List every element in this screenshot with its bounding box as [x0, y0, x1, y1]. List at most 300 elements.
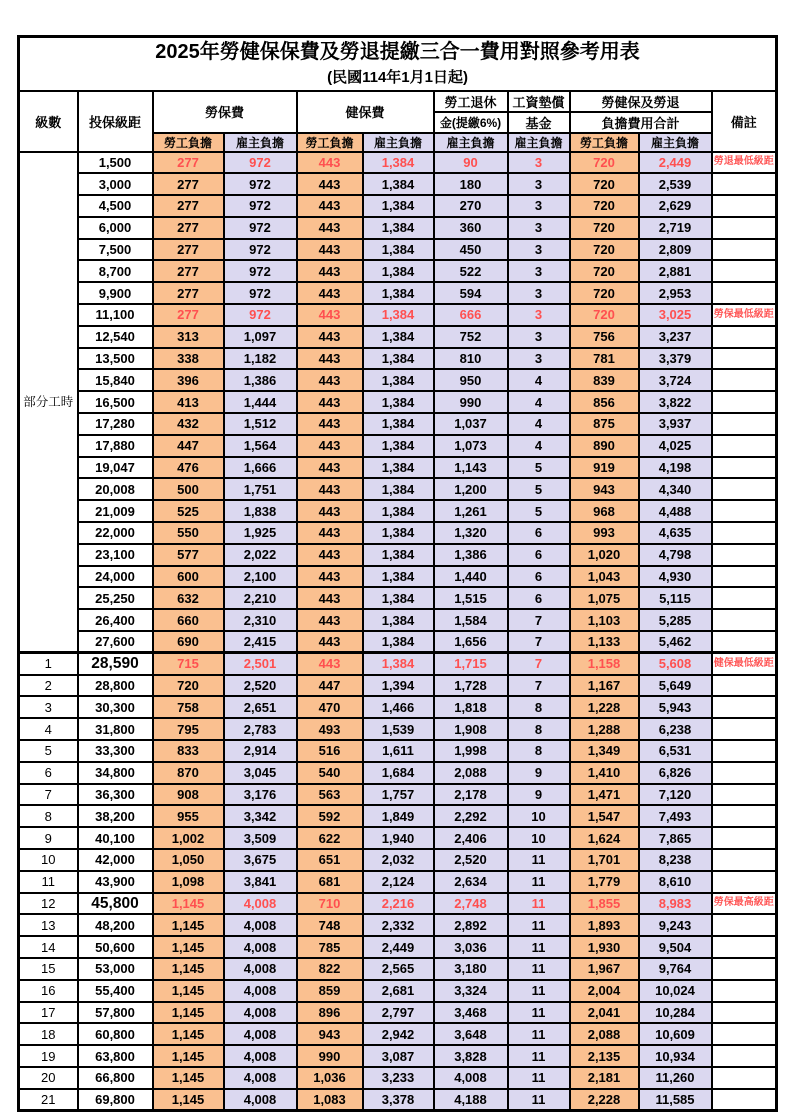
value-cell: 4,008 [224, 1002, 297, 1024]
level-cell: 12 [19, 893, 78, 915]
value-cell: 1,440 [434, 566, 508, 588]
value-cell: 2,292 [434, 805, 508, 827]
value-cell: 1,158 [570, 653, 639, 675]
value-cell: 2,881 [639, 260, 712, 282]
value-cell: 3,233 [363, 1067, 434, 1089]
value-cell: 3,937 [639, 413, 712, 435]
table-row [19, 762, 777, 784]
table-row [19, 500, 777, 522]
note-cell [712, 478, 777, 500]
value-cell: 2,783 [224, 718, 297, 740]
value-cell: 1,384 [363, 609, 434, 631]
value-cell: 1,940 [363, 827, 434, 849]
note-cell [712, 784, 777, 806]
value-cell: 1,757 [363, 784, 434, 806]
level-cell: 21 [19, 1089, 78, 1111]
value-cell: 2,004 [570, 980, 639, 1002]
value-cell: 1,539 [363, 718, 434, 740]
value-cell: 2,953 [639, 282, 712, 304]
value-cell: 443 [297, 217, 363, 239]
note-cell [712, 631, 777, 653]
value-cell: 1,261 [434, 500, 508, 522]
value-cell: 443 [297, 195, 363, 217]
value-cell: 443 [297, 304, 363, 326]
table-row [19, 718, 777, 740]
value-cell: 11,585 [639, 1089, 712, 1111]
value-cell: 875 [570, 413, 639, 435]
value-cell: 2,406 [434, 827, 508, 849]
premium-reference-table [17, 35, 778, 1112]
value-cell: 476 [153, 457, 224, 479]
table-row [19, 609, 777, 631]
bracket-cell: 13,500 [78, 348, 153, 370]
value-cell: 270 [434, 195, 508, 217]
value-cell: 1,715 [434, 653, 508, 675]
value-cell: 1,167 [570, 675, 639, 697]
value-cell: 1,624 [570, 827, 639, 849]
value-cell: 1,145 [153, 893, 224, 915]
table-row [19, 478, 777, 500]
value-cell: 3,342 [224, 805, 297, 827]
value-cell: 720 [570, 260, 639, 282]
level-cell: 8 [19, 805, 78, 827]
value-cell: 563 [297, 784, 363, 806]
value-cell: 4,188 [434, 1089, 508, 1111]
bracket-cell: 34,800 [78, 762, 153, 784]
value-cell: 1,384 [363, 348, 434, 370]
value-cell: 8,610 [639, 871, 712, 893]
value-cell: 11 [508, 1023, 570, 1045]
table-row [19, 522, 777, 544]
value-cell: 748 [297, 914, 363, 936]
value-cell: 1,384 [363, 391, 434, 413]
table-row [19, 173, 777, 195]
bracket-cell: 12,540 [78, 326, 153, 348]
value-cell: 1,384 [363, 282, 434, 304]
value-cell: 3 [508, 239, 570, 261]
value-cell: 5 [508, 457, 570, 479]
value-cell: 1,145 [153, 980, 224, 1002]
value-cell: 7,865 [639, 827, 712, 849]
value-cell: 943 [570, 478, 639, 500]
value-cell: 3 [508, 217, 570, 239]
value-cell: 720 [570, 173, 639, 195]
value-cell: 443 [297, 566, 363, 588]
value-cell: 6,826 [639, 762, 712, 784]
value-cell: 4,008 [224, 1023, 297, 1045]
value-cell: 720 [570, 195, 639, 217]
subheader-health-employer: 雇主負擔 [363, 133, 434, 152]
value-cell: 972 [224, 152, 297, 174]
table-row [19, 784, 777, 806]
value-cell: 443 [297, 631, 363, 653]
value-cell: 972 [224, 282, 297, 304]
value-cell: 785 [297, 936, 363, 958]
value-cell: 432 [153, 413, 224, 435]
value-cell: 1,145 [153, 1002, 224, 1024]
value-cell: 277 [153, 304, 224, 326]
value-cell: 9 [508, 762, 570, 784]
level-cell: 20 [19, 1067, 78, 1089]
value-cell: 6 [508, 544, 570, 566]
table-row [19, 1023, 777, 1045]
level-cell: 3 [19, 696, 78, 718]
value-cell: 443 [297, 544, 363, 566]
value-cell: 277 [153, 260, 224, 282]
value-cell: 2,332 [363, 914, 434, 936]
value-cell: 4 [508, 391, 570, 413]
value-cell: 525 [153, 500, 224, 522]
level-cell: 15 [19, 958, 78, 980]
value-cell: 10 [508, 827, 570, 849]
value-cell: 447 [297, 675, 363, 697]
subheader-pension-employer: 雇主負擔 [434, 133, 508, 152]
value-cell: 955 [153, 805, 224, 827]
value-cell: 1,145 [153, 1023, 224, 1045]
note-cell [712, 587, 777, 609]
bracket-cell: 25,250 [78, 587, 153, 609]
col-header-wage-fund-line2: 基金 [508, 112, 570, 133]
table-row [19, 980, 777, 1002]
value-cell: 1,145 [153, 936, 224, 958]
value-cell: 1,200 [434, 478, 508, 500]
value-cell: 720 [570, 304, 639, 326]
value-cell: 1,656 [434, 631, 508, 653]
table-row [19, 413, 777, 435]
value-cell: 4,025 [639, 435, 712, 457]
value-cell: 1,103 [570, 609, 639, 631]
bracket-cell: 8,700 [78, 260, 153, 282]
value-cell: 1,386 [434, 544, 508, 566]
value-cell: 1,386 [224, 369, 297, 391]
value-cell: 2,748 [434, 893, 508, 915]
value-cell: 1,036 [297, 1067, 363, 1089]
level-cell: 16 [19, 980, 78, 1002]
value-cell: 896 [297, 1002, 363, 1024]
note-cell [712, 849, 777, 871]
value-cell: 1,037 [434, 413, 508, 435]
level-cell: 6 [19, 762, 78, 784]
level-cell: 5 [19, 740, 78, 762]
bracket-cell: 28,590 [78, 653, 153, 675]
value-cell: 1,349 [570, 740, 639, 762]
value-cell: 2,124 [363, 871, 434, 893]
value-cell: 4,488 [639, 500, 712, 522]
value-cell: 1,515 [434, 587, 508, 609]
value-cell: 2,135 [570, 1045, 639, 1067]
value-cell: 2,651 [224, 696, 297, 718]
value-cell: 4,008 [434, 1067, 508, 1089]
value-cell: 447 [153, 435, 224, 457]
value-cell: 4,635 [639, 522, 712, 544]
value-cell: 2,797 [363, 1002, 434, 1024]
value-cell: 1,701 [570, 849, 639, 871]
value-cell: 1,384 [363, 631, 434, 653]
value-cell: 2,022 [224, 544, 297, 566]
value-cell: 8,983 [639, 893, 712, 915]
value-cell: 6 [508, 522, 570, 544]
bracket-cell: 9,900 [78, 282, 153, 304]
value-cell: 443 [297, 457, 363, 479]
value-cell: 3,087 [363, 1045, 434, 1067]
value-cell: 1,666 [224, 457, 297, 479]
value-cell: 1,547 [570, 805, 639, 827]
value-cell: 3,822 [639, 391, 712, 413]
value-cell: 3,180 [434, 958, 508, 980]
value-cell: 8 [508, 696, 570, 718]
bracket-cell: 17,880 [78, 435, 153, 457]
level-cell: 19 [19, 1045, 78, 1067]
value-cell: 720 [570, 217, 639, 239]
level-cell: 7 [19, 784, 78, 806]
col-header-bracket: 投保級距 [78, 91, 153, 152]
note-cell [712, 435, 777, 457]
value-cell: 919 [570, 457, 639, 479]
note-cell [712, 1067, 777, 1089]
value-cell: 3,828 [434, 1045, 508, 1067]
level-cell: 2 [19, 675, 78, 697]
note-cell [712, 718, 777, 740]
value-cell: 3,841 [224, 871, 297, 893]
value-cell: 443 [297, 609, 363, 631]
bracket-cell: 3,000 [78, 173, 153, 195]
table-row [19, 696, 777, 718]
value-cell: 6 [508, 566, 570, 588]
value-cell: 2,178 [434, 784, 508, 806]
value-cell: 413 [153, 391, 224, 413]
value-cell: 11 [508, 958, 570, 980]
value-cell: 4,008 [224, 914, 297, 936]
value-cell: 577 [153, 544, 224, 566]
level-cell: 18 [19, 1023, 78, 1045]
table-row [19, 740, 777, 762]
value-cell: 9,504 [639, 936, 712, 958]
note-cell [712, 609, 777, 631]
value-cell: 4,930 [639, 566, 712, 588]
value-cell: 11 [508, 849, 570, 871]
value-cell: 3 [508, 282, 570, 304]
value-cell: 1,998 [434, 740, 508, 762]
value-cell: 443 [297, 369, 363, 391]
level-cell: 9 [19, 827, 78, 849]
value-cell: 7 [508, 675, 570, 697]
value-cell: 839 [570, 369, 639, 391]
bracket-cell: 7,500 [78, 239, 153, 261]
value-cell: 1,684 [363, 762, 434, 784]
note-cell [712, 369, 777, 391]
bracket-cell: 36,300 [78, 784, 153, 806]
value-cell: 2,032 [363, 849, 434, 871]
bracket-cell: 28,800 [78, 675, 153, 697]
value-cell: 1,384 [363, 544, 434, 566]
value-cell: 2,634 [434, 871, 508, 893]
value-cell: 4,008 [224, 1045, 297, 1067]
note-cell [712, 827, 777, 849]
value-cell: 443 [297, 391, 363, 413]
value-cell: 1,512 [224, 413, 297, 435]
value-cell: 11 [508, 871, 570, 893]
bracket-cell: 22,000 [78, 522, 153, 544]
value-cell: 180 [434, 173, 508, 195]
value-cell: 781 [570, 348, 639, 370]
note-cell [712, 195, 777, 217]
value-cell: 6,531 [639, 740, 712, 762]
value-cell: 950 [434, 369, 508, 391]
note-cell [712, 260, 777, 282]
value-cell: 908 [153, 784, 224, 806]
value-cell: 1,908 [434, 718, 508, 740]
value-cell: 1,410 [570, 762, 639, 784]
table-row [19, 653, 777, 675]
value-cell: 11 [508, 893, 570, 915]
value-cell: 5,462 [639, 631, 712, 653]
value-cell: 5,608 [639, 653, 712, 675]
value-cell: 856 [570, 391, 639, 413]
value-cell: 4,798 [639, 544, 712, 566]
value-cell: 3,324 [434, 980, 508, 1002]
value-cell: 1,466 [363, 696, 434, 718]
value-cell: 1,384 [363, 500, 434, 522]
subheader-total-employee: 勞工負擔 [570, 133, 639, 152]
value-cell: 1,020 [570, 544, 639, 566]
table-row [19, 958, 777, 980]
level-cell: 13 [19, 914, 78, 936]
value-cell: 2,892 [434, 914, 508, 936]
note-cell [712, 282, 777, 304]
table-row [19, 805, 777, 827]
col-header-level: 級數 [19, 91, 78, 152]
note-cell: 健保最低級距 [712, 653, 777, 675]
note-cell [712, 1002, 777, 1024]
value-cell: 5,115 [639, 587, 712, 609]
value-cell: 6,238 [639, 718, 712, 740]
value-cell: 1,471 [570, 784, 639, 806]
value-cell: 10,934 [639, 1045, 712, 1067]
value-cell: 10,609 [639, 1023, 712, 1045]
bracket-cell: 31,800 [78, 718, 153, 740]
value-cell: 2,449 [363, 936, 434, 958]
value-cell: 720 [153, 675, 224, 697]
value-cell: 2,501 [224, 653, 297, 675]
value-cell: 4,008 [224, 936, 297, 958]
bracket-cell: 33,300 [78, 740, 153, 762]
value-cell: 11 [508, 1045, 570, 1067]
value-cell: 1,145 [153, 1067, 224, 1089]
value-cell: 1,584 [434, 609, 508, 631]
value-cell: 450 [434, 239, 508, 261]
table-row [19, 457, 777, 479]
bracket-cell: 43,900 [78, 871, 153, 893]
value-cell: 2,449 [639, 152, 712, 174]
value-cell: 516 [297, 740, 363, 762]
value-cell: 1,967 [570, 958, 639, 980]
value-cell: 9,243 [639, 914, 712, 936]
table-row [19, 1002, 777, 1024]
table-row [19, 217, 777, 239]
bracket-cell: 4,500 [78, 195, 153, 217]
value-cell: 5 [508, 478, 570, 500]
value-cell: 4,008 [224, 1089, 297, 1111]
value-cell: 600 [153, 566, 224, 588]
table-row [19, 435, 777, 457]
value-cell: 5 [508, 500, 570, 522]
value-cell: 1,384 [363, 566, 434, 588]
value-cell: 5,649 [639, 675, 712, 697]
note-cell [712, 980, 777, 1002]
value-cell: 7 [508, 609, 570, 631]
value-cell: 1,002 [153, 827, 224, 849]
value-cell: 443 [297, 587, 363, 609]
value-cell: 550 [153, 522, 224, 544]
value-cell: 3,045 [224, 762, 297, 784]
value-cell: 1,728 [434, 675, 508, 697]
value-cell: 540 [297, 762, 363, 784]
value-cell: 993 [570, 522, 639, 544]
value-cell: 2,809 [639, 239, 712, 261]
subheader-wage-fund-employer: 雇主負擔 [508, 133, 570, 152]
note-cell [712, 522, 777, 544]
value-cell: 3,724 [639, 369, 712, 391]
value-cell: 11,260 [639, 1067, 712, 1089]
header-row-1 [19, 91, 777, 112]
value-cell: 3 [508, 304, 570, 326]
col-header-wage-fund-line1: 工資墊償 [508, 91, 570, 112]
value-cell: 3 [508, 173, 570, 195]
value-cell: 4 [508, 435, 570, 457]
value-cell: 1,779 [570, 871, 639, 893]
bracket-cell: 40,100 [78, 827, 153, 849]
value-cell: 833 [153, 740, 224, 762]
value-cell: 11 [508, 936, 570, 958]
value-cell: 1,145 [153, 958, 224, 980]
value-cell: 720 [570, 239, 639, 261]
value-cell: 4,008 [224, 958, 297, 980]
value-cell: 1,384 [363, 369, 434, 391]
value-cell: 990 [297, 1045, 363, 1067]
table-row [19, 871, 777, 893]
table-row [19, 849, 777, 871]
value-cell: 338 [153, 348, 224, 370]
value-cell: 1,288 [570, 718, 639, 740]
value-cell: 1,043 [570, 566, 639, 588]
table-row [19, 348, 777, 370]
value-cell: 710 [297, 893, 363, 915]
value-cell: 396 [153, 369, 224, 391]
value-cell: 972 [224, 195, 297, 217]
value-cell: 2,520 [434, 849, 508, 871]
table-row [19, 239, 777, 261]
value-cell: 1,838 [224, 500, 297, 522]
bracket-cell: 45,800 [78, 893, 153, 915]
table-row [19, 587, 777, 609]
level-cell: 17 [19, 1002, 78, 1024]
value-cell: 443 [297, 478, 363, 500]
value-cell: 2,681 [363, 980, 434, 1002]
value-cell: 7 [508, 653, 570, 675]
value-cell: 11 [508, 1067, 570, 1089]
value-cell: 443 [297, 413, 363, 435]
note-cell: 勞保最高級距 [712, 893, 777, 915]
value-cell: 2,565 [363, 958, 434, 980]
note-cell [712, 217, 777, 239]
value-cell: 660 [153, 609, 224, 631]
value-cell: 972 [224, 304, 297, 326]
note-cell [712, 1089, 777, 1111]
page-title: 2025年勞健保保費及勞退提繳三合一費用對照參考用表 [155, 41, 640, 64]
value-cell: 1,050 [153, 849, 224, 871]
table-row [19, 369, 777, 391]
subheader-health-employee: 勞工負擔 [297, 133, 363, 152]
